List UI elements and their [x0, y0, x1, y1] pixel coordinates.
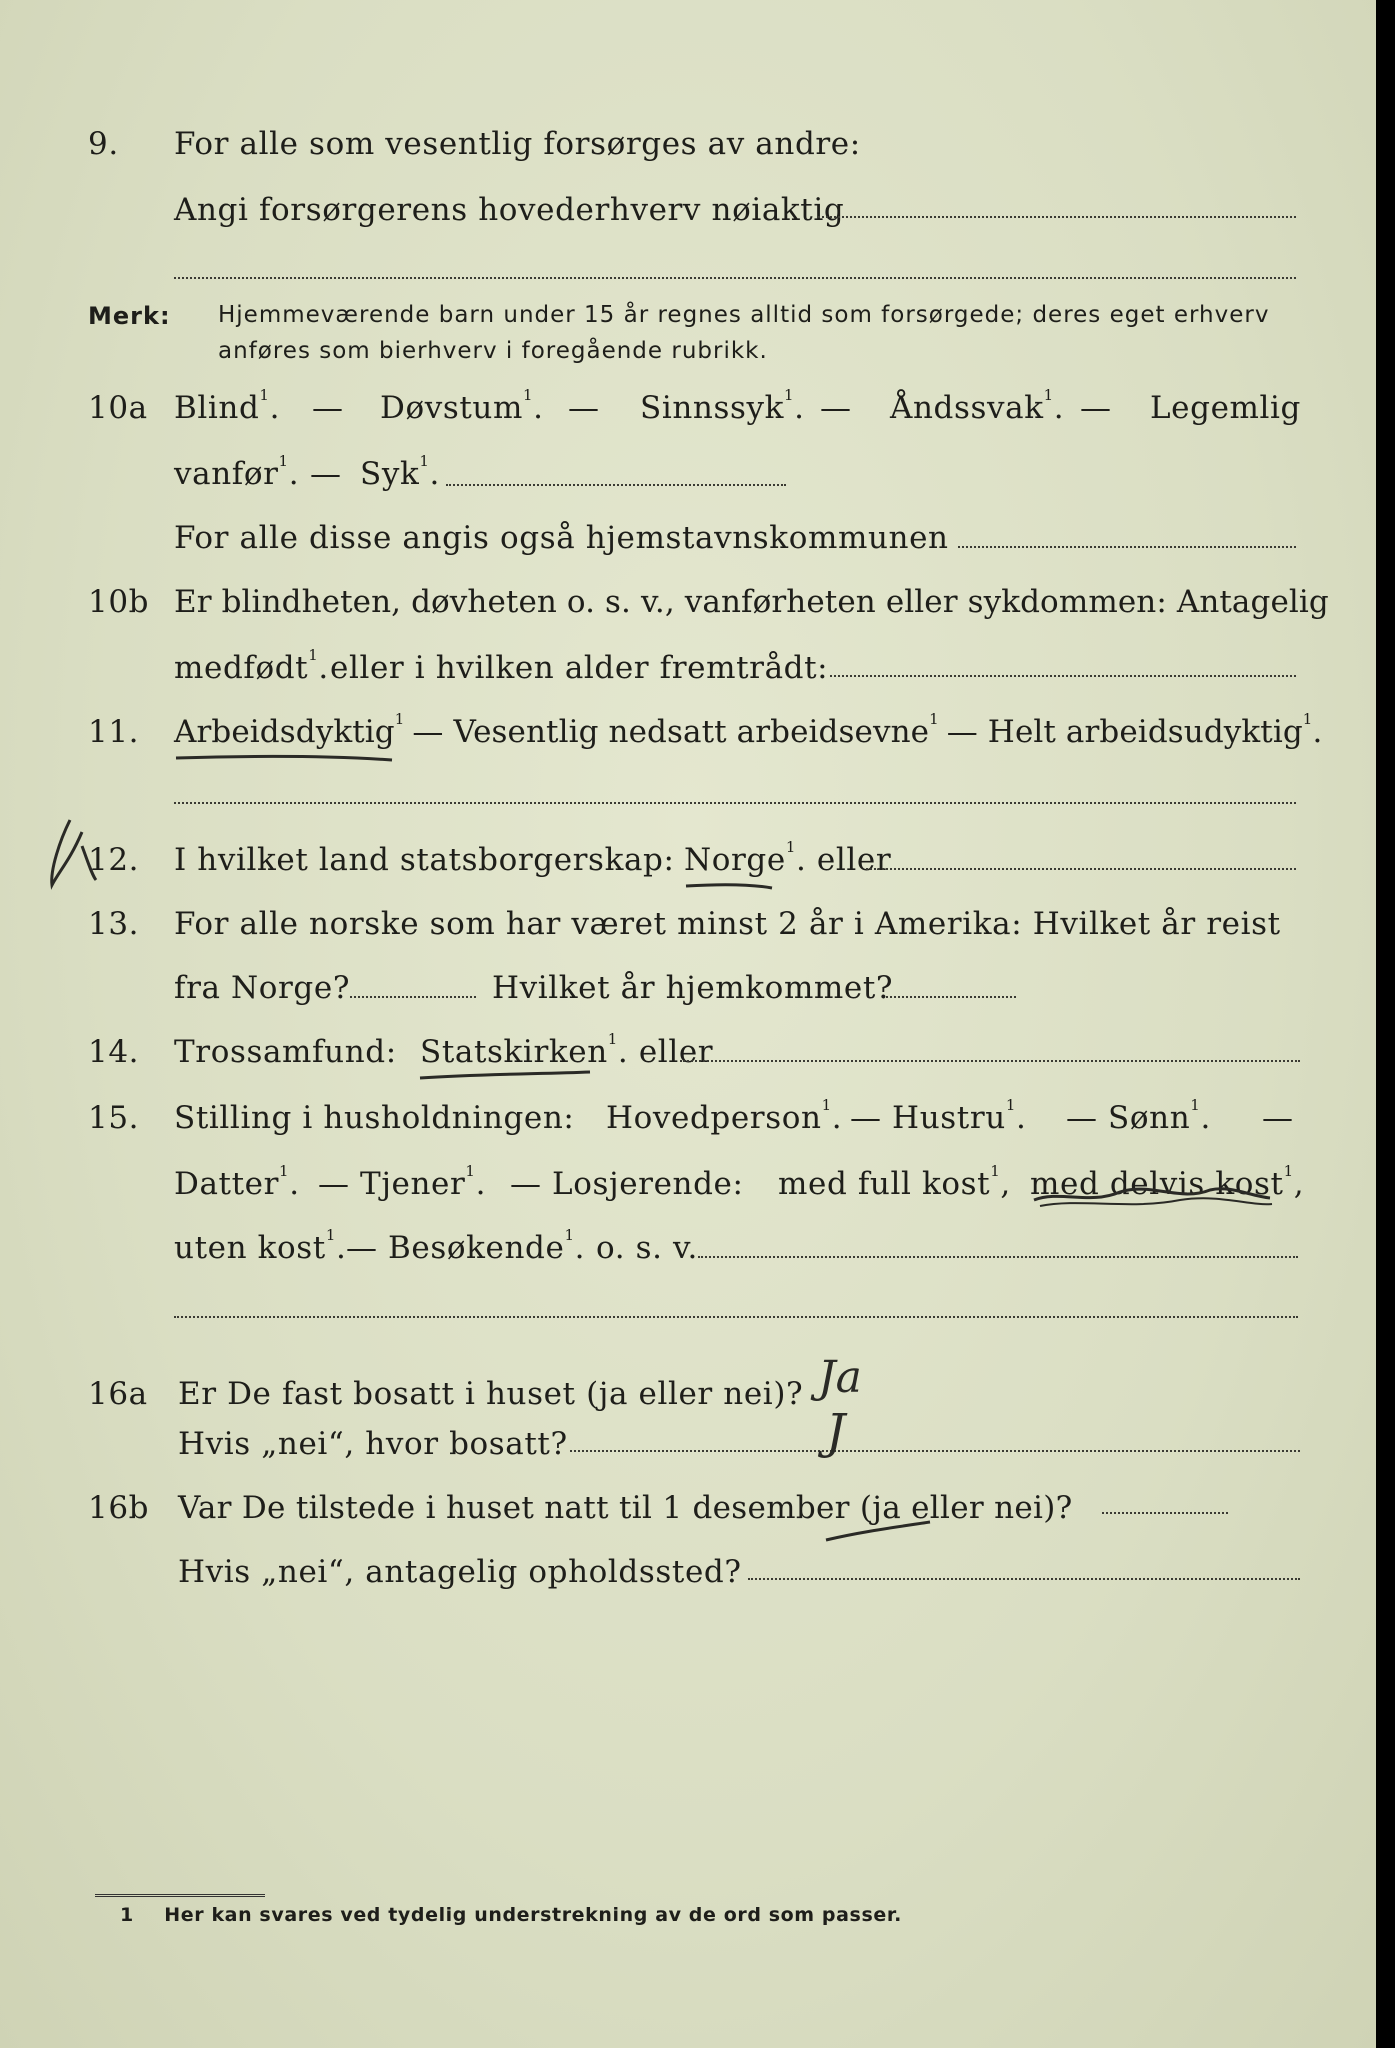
census-form-page: 9. For alle som vesentlig forsørges av andre: Angi forsørgerens hovederhverv nøiaktig Merk: Hjemmeværende barn under 15 år regnes alltid som forsørgede; deres eget erhverv anføres som bierhverv i foregående rubrikk. 10a Blind$^1$. — Døvstum$^1$. — Sinnssyk$^1$. — Åndssvak$^1$. — Legemlig vanfør$^1$. — Syk$^1$. For alle disse angis også hjemstavnskommunen 10b Er blindheten, døvheten o. s. v., vanførheten eller sykdommen: Antagelig medfødt$^1$. eller i hvilken alder fremtrådt: 11. Arbeidsdyktig$^1$ — Vesentlig nedsatt arbeidsevne$^1$ — Helt arbeidsudyktig$^1$. 12. I hvilket land statsborgerskap: Norge$^1$. eller 13. For alle norske som har været minst 2 år i Amerika: Hvilket år reist fra Norge? Hvilket år hjemkommet? 14. Trossamfund: Statskirken$^1$. eller 15. Stilling i husholdningen: Hovedperson$^1$. — Hustru$^1$. — Sønn$^1$. — Datter$^1$. — Tjener$^1$. — Losjerende: med full kost$^1$, med delvis kost$^1$, uten kost$^1$. — Besøkende$^1$. o. s. v. 16a Er De fast bosatt i huset (ja eller nei)? Hvis „nei“, hvor bosatt? 16b Var De tilstede i huset natt til 1 desember (ja eller nei)? Hvis „nei“, antagelig opholdssted? Ja J 1 Her kan svares ved tydelig understrekning av de ord som passer.	[0, 0, 1376, 2048]
option-tjener[interactable]: — Tjener	[318, 1166, 466, 1202]
option-uten-kost[interactable]: uten kost	[174, 1230, 326, 1266]
question-text: Er De fast bosatt i huset (ja eller nei)?	[178, 1376, 804, 1412]
option-statskirken[interactable]: Statskirken	[420, 1034, 608, 1070]
check-mark	[82, 846, 96, 880]
underline-mark	[420, 1072, 590, 1078]
underline-mark	[826, 1522, 930, 1540]
check-mark	[52, 820, 82, 885]
option-delvis-kost[interactable]: med delvis kost	[1030, 1166, 1284, 1202]
footnote	[120, 1904, 902, 1926]
option-arbeidsdyktig[interactable]: Arbeidsdyktig	[174, 714, 395, 750]
option-syk[interactable]: Syk	[360, 456, 420, 492]
option-medfodt[interactable]: medfødt	[174, 650, 309, 686]
underline-mark	[686, 885, 772, 888]
question-number: 16b	[88, 1490, 150, 1526]
question-number: 9.	[88, 126, 119, 162]
question-number: 12.	[88, 842, 140, 878]
option-sinnssyk[interactable]: Sinnssyk	[640, 390, 784, 426]
question-number: 15.	[88, 1100, 140, 1136]
question-text: For alle som vesentlig forsørges av andre:	[174, 126, 861, 162]
question-text: Er blindheten, døvheten o. s. v., vanførheten eller sykdommen: Antagelig	[174, 584, 1329, 620]
question-text: Angi forsørgerens hovederhverv nøiaktig	[174, 192, 845, 228]
strike-through-mark	[1034, 1189, 1270, 1200]
merk-text: anføres som bierhverv i foregående rubrikk.	[218, 338, 768, 364]
underline-mark	[176, 756, 392, 760]
option-full-kost[interactable]: med full kost	[778, 1166, 991, 1202]
option-dovstum[interactable]: Døvstum	[380, 390, 523, 426]
question-number: 11.	[88, 714, 140, 750]
question-text: eller i hvilken alder fremtrådt:	[330, 650, 829, 686]
handwritten-answer-stroke: J	[826, 1404, 846, 1460]
question-text: For alle norske som har været minst 2 år i Amerika: Hvilket år reist	[174, 906, 1281, 942]
option-besokende[interactable]: — Besøkende	[346, 1230, 565, 1266]
option-blind[interactable]: Blind	[174, 390, 260, 426]
question-text: I hvilket land statsborgerskap:	[174, 842, 675, 878]
question-number: 10a	[88, 390, 148, 426]
question-text: Hvis „nei“, hvor bosatt?	[178, 1426, 568, 1462]
option-hovedperson[interactable]: Hovedperson	[606, 1100, 822, 1136]
footnote-text: Her kan svares ved tydelig understrekning av de ord som passer.	[164, 1904, 902, 1926]
option-nedsatt-arbeidsevne[interactable]: — Vesentlig nedsatt arbeidsevne	[412, 714, 930, 750]
question-text: Var De tilstede i huset natt til 1 desember (ja eller nei)?	[178, 1490, 1073, 1526]
question-text: fra Norge?	[174, 970, 351, 1006]
question-number: 13.	[88, 906, 140, 942]
question-text: Hvis „nei“, antagelig opholdssted?	[178, 1554, 742, 1590]
question-number: 16a	[88, 1376, 148, 1412]
strike-through-mark	[1040, 1198, 1272, 1206]
option-norge[interactable]: Norge	[684, 842, 786, 878]
merk-label: Merk:	[88, 302, 171, 330]
question-text: For alle disse angis også hjemstavnskommunen	[174, 520, 949, 556]
question-text: Trossamfund:	[174, 1034, 397, 1070]
option-arbeidsudyktig[interactable]: — Helt arbeidsudyktig	[946, 714, 1303, 750]
handwritten-answer-ja: Ja	[818, 1352, 862, 1403]
option-sonn[interactable]: — Sønn	[1066, 1100, 1191, 1136]
option-legemlig[interactable]: Legemlig	[1150, 390, 1301, 426]
question-text: Stilling i husholdningen:	[174, 1100, 575, 1136]
option-hustru[interactable]: — Hustru	[850, 1100, 1006, 1136]
option-datter[interactable]: Datter	[174, 1166, 280, 1202]
option-vanfor[interactable]: vanfør	[174, 456, 279, 492]
footnote-mark: 1	[120, 1904, 134, 1926]
merk-text: Hjemmeværende barn under 15 år regnes alltid som forsørgede; deres eget erhverv	[218, 302, 1270, 328]
option-andssvak[interactable]: Åndssvak	[890, 390, 1044, 426]
footnote-rule	[95, 1894, 265, 1897]
question-text: Hvilket år hjemkommet?	[492, 970, 894, 1006]
question-number: 10b	[88, 584, 150, 620]
question-number: 14.	[88, 1034, 140, 1070]
